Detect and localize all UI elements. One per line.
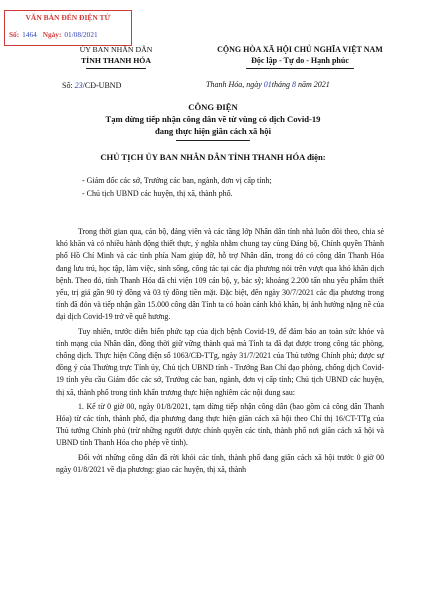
body-paragraph: Trong thời gian qua, cán bộ, đảng viên và các tầng lớp Nhân dân tỉnh nhà luôn dõi theo, chia sẻ khó khăn và có nhiều hành động thiết thực, ý nghĩa nhằm chung tay cùng Đảng bộ, Chính quyền Thành phố Hồ Chí Minh và các tỉnh phía Nam giúp đỡ, hỗ trợ Nhân dân, trong đó có công dân Thanh Hóa đang lưu trú, học tập, làm việc, sinh sống, công tác tại các địa phương nói trên vượt qua khó khăn dịch bệnh. Theo đó, tỉnh Thanh Hóa đã chi viện 109 cán bộ, y, bác sỹ; khoảng 2.200 tấn nhu yếu phẩm thiết yếu, trị giá gần 90 tỷ đồng và 03 tỷ đồng tiền mặt. Đặc biệt, đến ngày 30/7/2021 các địa phương trong tỉnh đã đón và tiếp nhận gần 15.000 công dân Tỉnh ta có hoàn cảnh khó khăn, bị ảnh hưởng nặng nề của đại dịch Covid-19 trở về quê hương. bbox=[56, 227, 384, 322]
agency-line-1: ỦY BAN NHÂN DÂN bbox=[79, 45, 153, 54]
issuing-agency bbox=[54, 44, 178, 69]
received-stamp bbox=[4, 10, 132, 46]
national-motto bbox=[188, 44, 412, 69]
nation-line-2: Độc lập - Tự do - Hạnh phúc bbox=[251, 56, 349, 65]
document-body bbox=[56, 226, 384, 478]
stamp-ngay-value: 01/08/2021 bbox=[64, 30, 98, 39]
place-and-date bbox=[206, 80, 330, 89]
place-date-prefix: Thanh Hóa, ngày bbox=[206, 80, 262, 89]
nation-underline bbox=[246, 68, 354, 69]
docno-label: Số: bbox=[62, 81, 73, 90]
document-subject-line-1: Tạm dừng tiếp nhận công dân về từ vùng có dịch Covid-19 bbox=[105, 114, 321, 124]
stamp-so-value: 1464 bbox=[22, 30, 37, 39]
docno-value: 23 bbox=[74, 81, 83, 90]
chairman-line: CHỦ TỊCH ỦY BAN NHÂN DÂN TỈNH THANH HÓA điện: bbox=[100, 152, 326, 162]
place-date-year: năm 2021 bbox=[298, 80, 330, 89]
stamp-so-label: Số: bbox=[9, 30, 20, 39]
recipient-item: - Chủ tịch UBND các huyện, thị xã, thành phố. bbox=[82, 189, 233, 198]
document-type: CÔNG ĐIỆN bbox=[188, 102, 238, 112]
stamp-title: VĂN BẢN ĐẾN ĐIỆN TỬ bbox=[25, 13, 111, 22]
body-paragraph: Tuy nhiên, trước diễn biến phức tạp của dịch bệnh Covid-19, để đảm bảo an toàn sức khỏe và tính mạng của Nhân dân, đồng thời giữ vững thành quả mà Tỉnh ta đã đạt được trong công tác phòng, chống dịch. Thực hiện Công điện số 1063/CĐ-TTg, ngày 31/7/2021 của Thủ tướng Chính phủ; được sự đồng ý của Thường trực Tỉnh ủy, Chủ tịch UBND tỉnh - Trưởng Ban Chỉ đạo phòng, chống dịch Covid-19 tỉnh yêu cầu Giám đốc các sở, Trưởng các ban, ngành, đơn vị cấp tỉnh; Chủ tịch UBND các huyện, thị xã, thành phố trong tỉnh khẩn trương thực hiện nghiêm các nội dung sau: bbox=[56, 326, 384, 397]
place-date-day: 01 bbox=[263, 80, 272, 89]
place-date-month: 8 bbox=[292, 80, 297, 89]
body-paragraph: Đối với những công dân đã rời khỏi các tỉnh, thành phố đang giãn cách xã hội trước 0 giờ 00 ngày 01/8/2021 về địa phương: giao các huyện, thị xã, thành bbox=[56, 452, 384, 474]
agency-underline bbox=[86, 68, 146, 69]
docno-suffix: /CĐ-UBND bbox=[82, 81, 122, 90]
body-paragraph: 1. Kể từ 0 giờ 00, ngày 01/8/2021, tạm dừng tiếp nhận công dân (bao gồm cả công dân Thanh Hóa) từ các tỉnh, thành phố, địa phương đang thực hiện giãn cách xã hội theo Chỉ thị 16/CT-TTg của Thủ tướng Chính phủ (trừ những người được chính quyền các tỉnh, thành phố nơi giãn cách xã hội và UBND tỉnh Thanh Hóa cho phép về tỉnh). bbox=[56, 401, 384, 448]
place-date-month-label: tháng bbox=[271, 80, 291, 89]
nation-line-1: CỘNG HÒA XÃ HỘI CHỦ NGHĨA VIỆT NAM bbox=[217, 45, 383, 54]
document-subject-line-2: đang thực hiện giãn cách xã hội bbox=[155, 126, 271, 136]
stamp-ngay-label: Ngày: bbox=[42, 30, 62, 39]
stamp-row bbox=[9, 30, 127, 40]
recipient-item: - Giám đốc các sở, Trưởng các ban, ngành, đơn vị cấp tỉnh; bbox=[82, 176, 272, 185]
title-underline bbox=[176, 140, 250, 141]
document-number bbox=[62, 81, 121, 90]
agency-line-2: TỈNH THANH HÓA bbox=[80, 56, 152, 65]
